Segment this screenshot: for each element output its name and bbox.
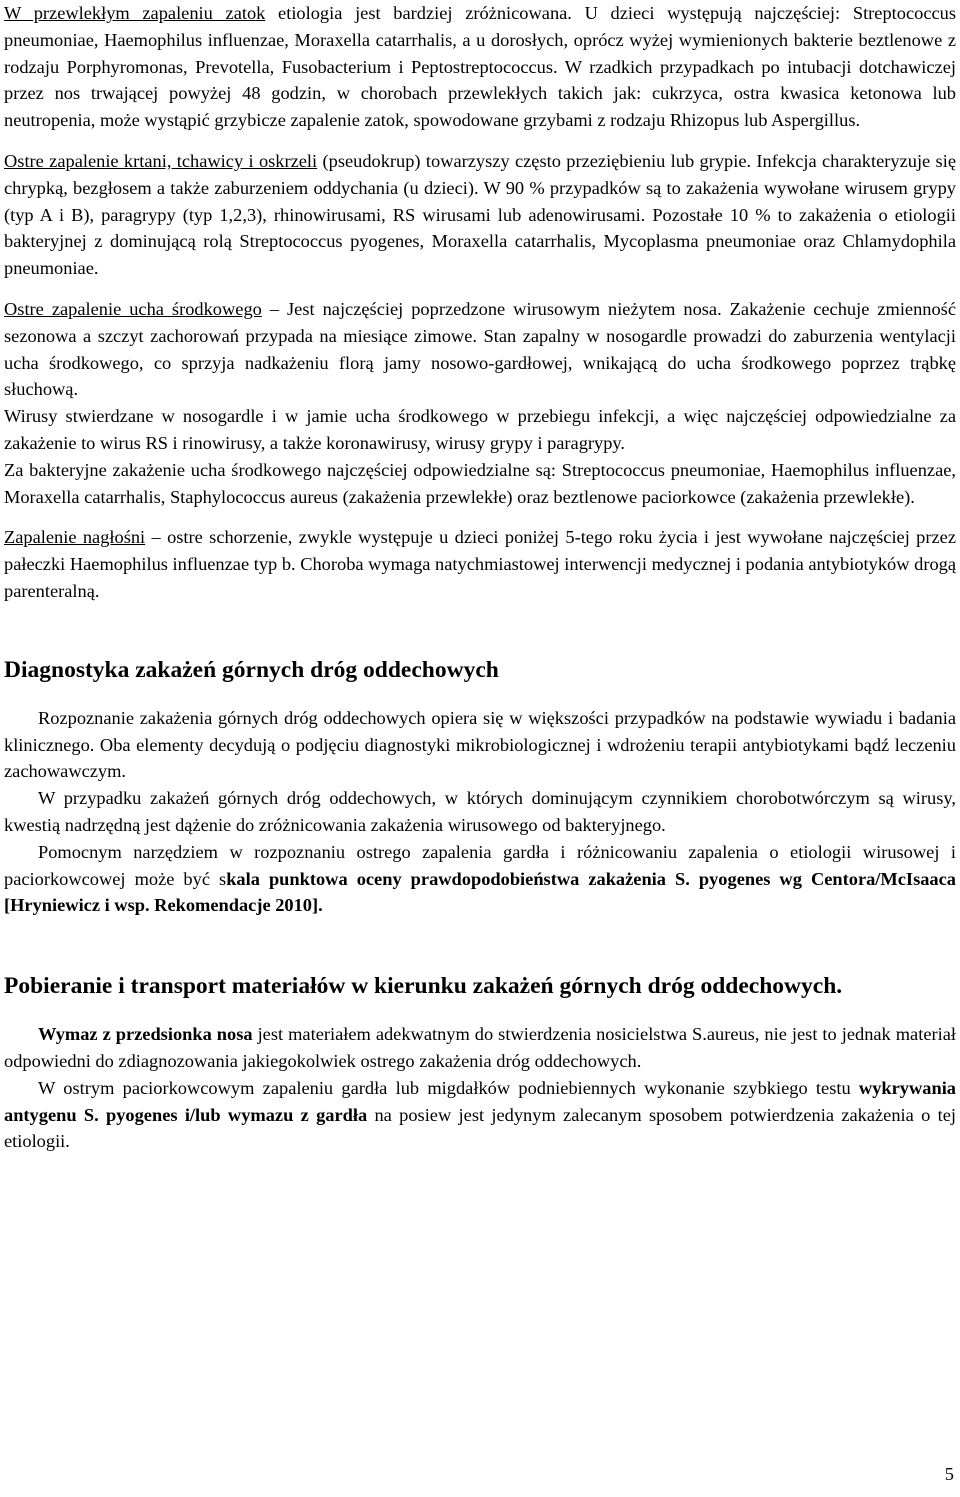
otitis-title: Ostre zapalenie ucha środkowego <box>4 298 262 319</box>
croup-title: Ostre zapalenie krtani, tchawicy i oskrzeli <box>4 150 318 171</box>
rapid-test-term: wykrywania antygenu S. pyogenes i/lub wymazu z gardła <box>4 1077 956 1125</box>
paragraph-sinusitis <box>4 0 956 134</box>
paragraph-nasal-swab <box>4 1021 956 1075</box>
centor-score-reference: kala punktowa oceny prawdopodobieństwa zakażenia S. pyogenes wg Centora/McIsaaca [Hryniewicz i wsp. Rekomendacje 2010]. <box>4 868 956 916</box>
heading-sampling: Pobieranie i transport materiałów w kierunku zakażeń górnych dróg oddechowych. <box>4 973 843 1000</box>
rapid-test-text-a: W ostrym paciorkowcowym zapaleniu gardła lub migdałków podniebiennych wykonanie szybkiego testu <box>38 1077 859 1098</box>
paragraph-epiglottitis <box>4 524 956 604</box>
croup-text: (pseudokrup) towarzyszy często przeziębieniu lub grypie. Infekcja charakteryzuje się chrypką, bezgłosem a także zaburzeniem oddychania (u dzieci). W 90 % przypadków są to zakażenia wywołane wirusem grypy (typ A i B), paragrypy (typ 1,2,3), rhinowirusami, RS wirusami lub adenowirusami. Pozostałe 10 % to zakażenia o etiologii bakteryjnej z dominującą rolą Streptococcus pyogenes, Moraxella catarrhalis, Mycoplasma pneumoniae oraz Chlamydophila pneumoniae. <box>4 150 956 279</box>
heading-diagnostics: Diagnostyka zakażeń górnych dróg oddechowych <box>4 656 499 683</box>
paragraph-diagnostics-2: W przypadku zakażeń górnych dróg oddechowych, w których dominującym czynnikiem chorobotwórczym są wirusy, kwestią nadrzędną jest dążenie do zróżnicowania zakażenia wirusowego od bakteryjnego. <box>4 788 956 835</box>
sinusitis-title: W przewlekłym zapaleniu zatok <box>4 3 266 23</box>
paragraph-diagnostics-3 <box>4 839 956 919</box>
rapid-test-text-c: na posiew jest jedynym zalecanym sposobem potwierdzenia zakażenia o tej etiologii. <box>4 1104 956 1152</box>
nasal-swab-term: Wymaz z przedsionka nosa <box>38 1024 253 1045</box>
epiglottitis-title: Zapalenie nagłośni <box>4 527 146 548</box>
otitis-text: – Jest najczęściej poprzedzone wirusowym nieżytem nosa. Zakażenie cechuje zmienność sezonowa a szczyt zachorowań przypada na miesiące zimowe. Stan zapalny w nosogardle prowadzi do zaburzenia wentylacji ucha środkowego, co sprzyja nadkażeniu florą jamy nosowo-gardłowej, wnikającą do ucha środkowego poprzez trąbkę słuchową. <box>4 298 956 400</box>
paragraph-diagnostics-1: Rozpoznanie zakażenia górnych dróg oddechowych opiera się w większości przypadków na podstawie wywiadu i badania klinicznego. Oba elementy decydują o podjęciu diagnostyki mikrobiologicznej i wdrożeniu terapii antybiotykami bądź leczeniu zachowawczym. <box>4 707 956 782</box>
paragraph-otitis-bacteria: Za bakteryjne zakażenie ucha środkowego najczęściej odpowiedzialne są: Streptococcus pneumoniae, Haemophilus influenzae, Moraxella catarrhalis, Staphylococcus aureus (zakażenia przewlekłe) oraz beztlenowe paciorkowce (zakażenia przewlekłe). <box>4 459 956 507</box>
paragraph-croup <box>4 148 956 282</box>
paragraph-otitis <box>4 296 956 403</box>
page-number: 5 <box>944 1464 954 1484</box>
document-page <box>4 0 956 1155</box>
sinusitis-text: etiologia jest bardziej zróżnicowana. U dzieci występują najczęściej: Streptococcus pneumoniae, Haemophilus influenzae, Moraxella catarrhalis, a u dorosłych, oprócz wyżej wymienionych bakterie beztlenowe z rodzaju Porphyromonas, Prevotella, Fusobacterium i Peptostreptococcus. W rzadkich przypadkach po intubacji dotchawiczej przez nos trwającej powyżej 48 godzin, w chorobach przewlekłych takich jak: cukrzyca, ostra kwasica ketonowa lub neutropenia, może wystąpić grzybicze zapalenie zatok, spowodowane grzybami z rodzaju Rhizopus lub Aspergillus. <box>4 3 956 131</box>
paragraph-rapid-test <box>4 1075 956 1155</box>
nasal-swab-text: jest materiałem adekwatnym do stwierdzenia nosicielstwa S.aureus, nie jest to jednak materiał odpowiedni do zdiagnozowania jakiegokolwiek ostrego zakażenia dróg oddechowych. <box>4 1024 956 1071</box>
paragraph-otitis-viruses: Wirusy stwierdzane w nosogardle i w jamie ucha środkowego w przebiegu infekcji, a więc najczęściej odpowiedzialne za zakażenie to wirus RS i rinowirusy, a także koronawirusy, wirusy grypy i paragrypy. <box>4 406 956 453</box>
epiglottitis-text: – ostre schorzenie, zwykle występuje u dzieci poniżej 5-tego roku życia i jest wywołane najczęściej przez pałeczki Haemophilus influenzae typ b. Choroba wymaga natychmiastowej interwencji medycznej i podania antybiotyków drogą parenteralną. <box>4 527 956 601</box>
centor-text: Pomocnym narzędziem w rozpoznaniu ostrego zapalenia gardła i różnicowaniu zapalenia o etiologii wirusowej i paciorkowcowej może być s <box>4 841 956 889</box>
